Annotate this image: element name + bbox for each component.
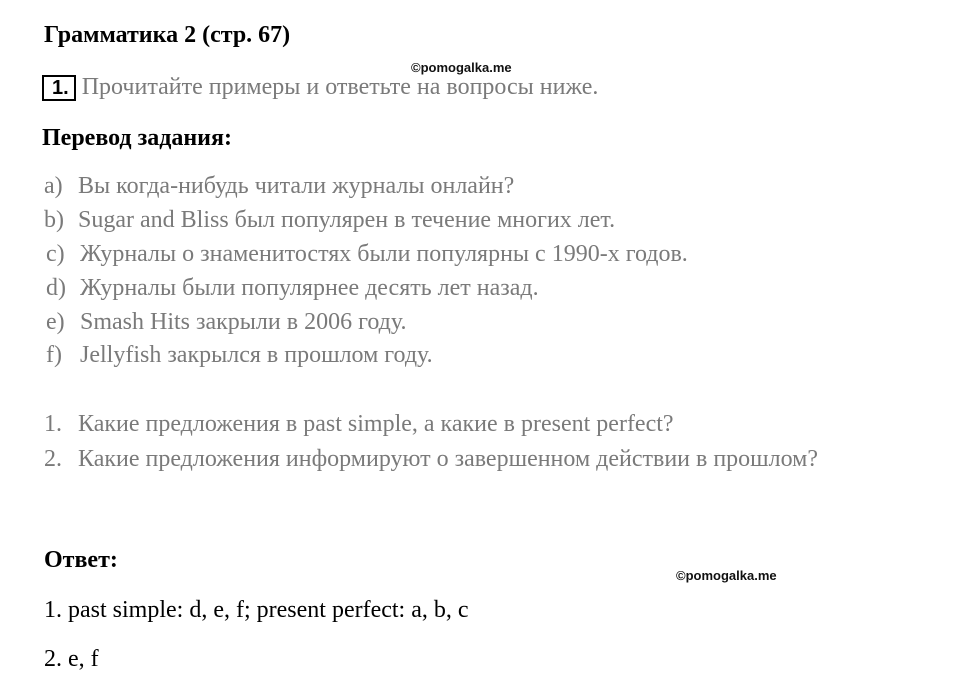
list-item — [44, 173, 514, 200]
translation-heading: Перевод задания: — [42, 125, 232, 151]
answer-line: 2. e, f — [44, 646, 99, 672]
question-marker: 2. — [44, 446, 62, 472]
question-text: Какие предложения информируют о завершенном действии в прошлом? — [78, 446, 819, 472]
list-text: Sugar and Bliss был популярен в течение многих лет. — [78, 207, 616, 233]
task-line — [42, 74, 598, 101]
list-marker: a) — [44, 173, 63, 199]
answer-heading: Ответ: — [44, 547, 118, 573]
question-item — [44, 446, 818, 473]
question-text: Какие предложения в past simple, а какие в present perfect? — [78, 411, 674, 437]
list-text: Журналы о знаменитостях были популярны с 1990-х годов. — [80, 241, 688, 267]
list-marker: c) — [46, 241, 65, 267]
task-number-badge: 1. — [42, 75, 76, 101]
question-marker: 1. — [44, 411, 62, 437]
list-marker: b) — [44, 207, 64, 233]
list-text: Вы когда-нибудь читали журналы онлайн? — [78, 173, 515, 199]
list-item — [46, 309, 406, 336]
list-text: Jellyfish закрылся в прошлом году. — [80, 342, 433, 368]
list-marker: d) — [46, 275, 66, 301]
answer-line: 1. past simple: d, e, f; present perfect: a, b, c — [44, 597, 469, 623]
list-item — [44, 207, 615, 234]
task-text: Прочитайте примеры и ответьте на вопросы ниже. — [81, 74, 599, 100]
question-item — [44, 411, 674, 438]
list-marker: e) — [46, 309, 65, 335]
list-text: Журналы были популярнее десять лет назад. — [80, 275, 539, 301]
watermark: ©pomogalka.me — [411, 60, 512, 75]
list-item — [46, 342, 433, 369]
page-title: Грамматика 2 (стр. 67) — [44, 22, 291, 48]
watermark: ©pomogalka.me — [676, 568, 777, 583]
list-marker: f) — [46, 342, 62, 368]
list-text: Smash Hits закрыли в 2006 году. — [80, 309, 407, 335]
list-item — [46, 241, 688, 268]
list-item — [46, 275, 539, 302]
